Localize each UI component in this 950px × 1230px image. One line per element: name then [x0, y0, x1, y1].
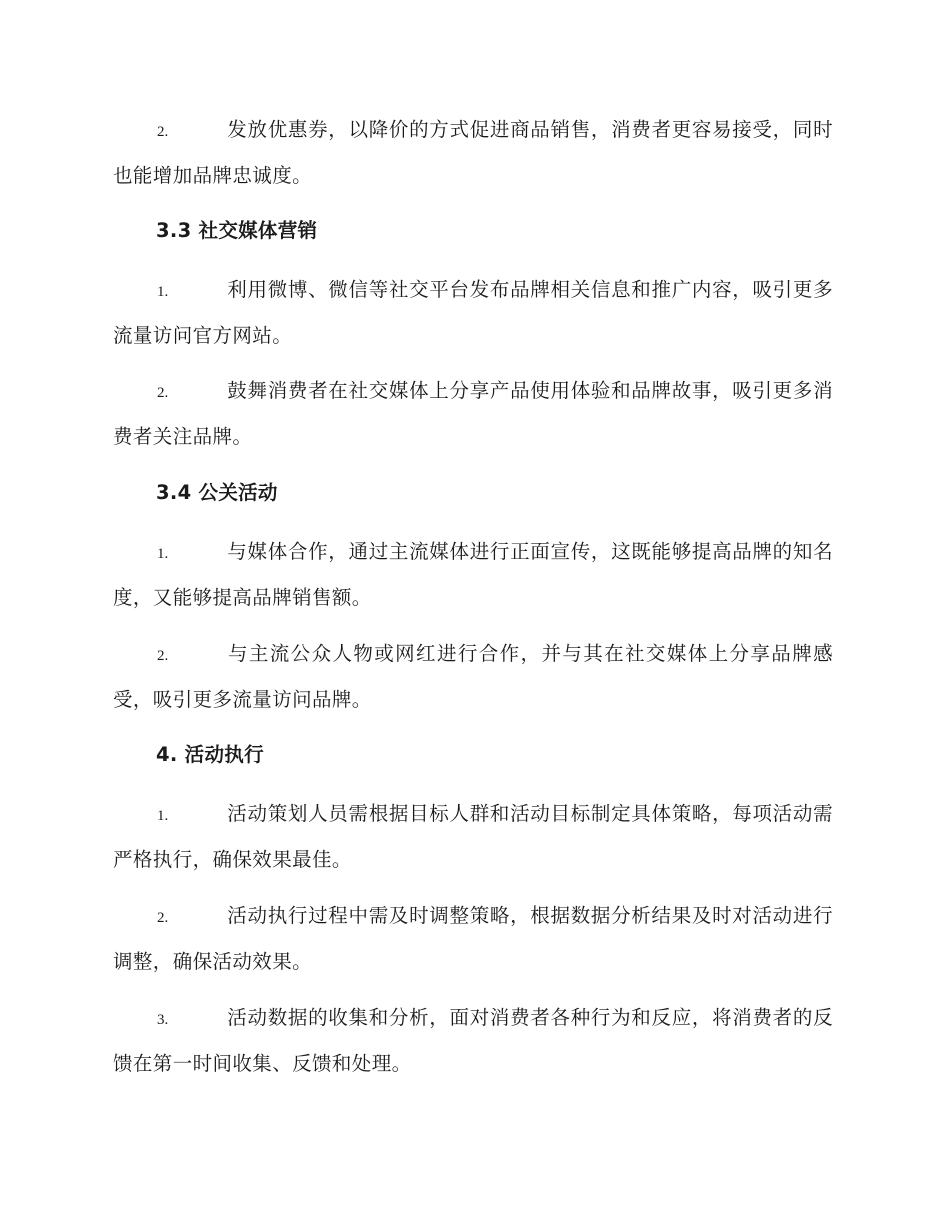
item-number: 2.: [157, 910, 169, 926]
item-text: 发放优惠券，以降价的方式促进商品销售，消费者更容易接受，同时也能增加品牌忠诚度。: [113, 118, 833, 187]
item-number: 1.: [157, 284, 169, 300]
item-text: 鼓舞消费者在社交媒体上分享产品使用体验和品牌故事，吸引更多消费者关注品牌。: [113, 379, 833, 448]
item-text: 与媒体合作，通过主流媒体进行正面宣传，这既能够提高品牌的知名度，又能够提高品牌销售额。: [113, 540, 833, 609]
list-item: [113, 530, 833, 619]
list-item: [113, 632, 833, 721]
list-item: [113, 894, 833, 983]
item-text: 利用微博、微信等社交平台发布品牌相关信息和推广内容，吸引更多流量访问官方网站。: [113, 278, 833, 347]
item-number: 2.: [157, 385, 169, 401]
item-number: 1.: [157, 808, 169, 824]
list-item: [113, 108, 833, 197]
item-number: 2.: [157, 124, 169, 140]
section-heading: 3.4 公关活动: [156, 481, 278, 504]
section-heading: 3.3 社交媒体营销: [156, 219, 318, 242]
item-number: 1.: [157, 546, 169, 562]
list-item: [113, 369, 833, 458]
item-text: 与主流公众人物或网红进行合作，并与其在社交媒体上分享品牌感受，吸引更多流量访问品牌。: [113, 642, 833, 711]
list-item: [113, 268, 833, 357]
item-number: 2.: [157, 648, 169, 664]
list-item: [113, 792, 833, 881]
section-heading: 4. 活动执行: [156, 743, 264, 766]
list-item: [113, 996, 833, 1085]
item-number: 3.: [157, 1012, 169, 1028]
item-text: 活动策划人员需根据目标人群和活动目标制定具体策略，每项活动需严格执行，确保效果最佳。: [113, 802, 833, 871]
item-text: 活动执行过程中需及时调整策略，根据数据分析结果及时对活动进行调整，确保活动效果。: [113, 904, 833, 973]
item-text: 活动数据的收集和分析，面对消费者各种行为和反应，将消费者的反馈在第一时间收集、反馈和处理。: [113, 1006, 833, 1075]
